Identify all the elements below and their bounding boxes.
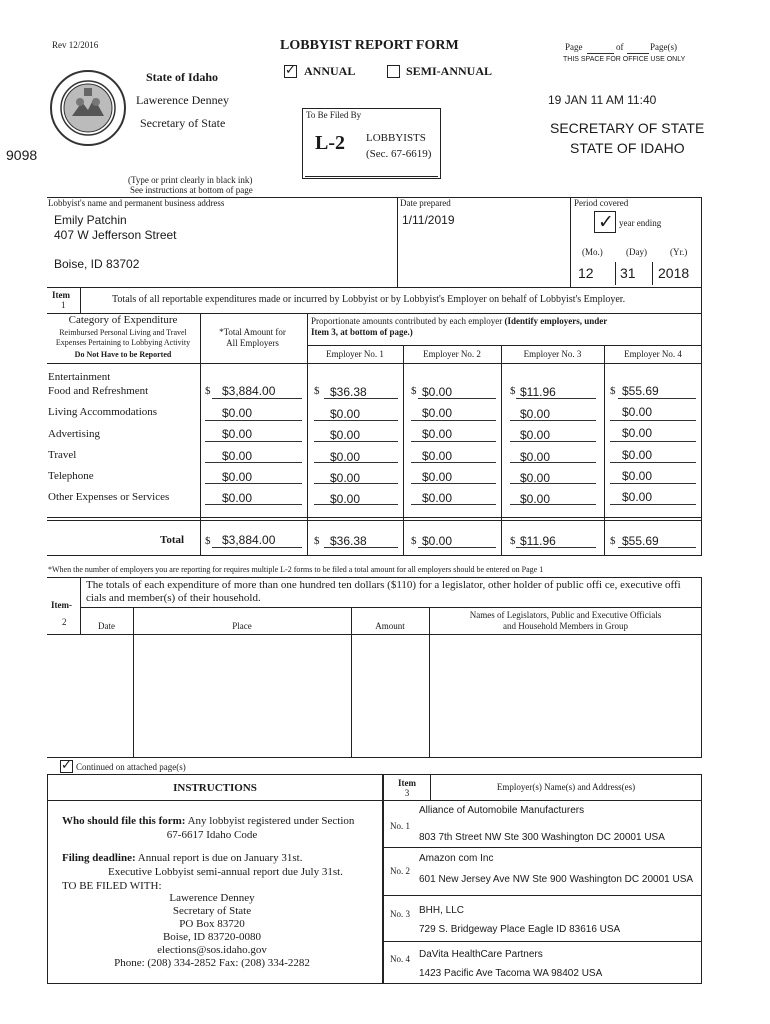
- amount-underline: [411, 483, 496, 484]
- filed-with-email: elections@sos.idaho.gov: [157, 944, 267, 956]
- amount-underline: [324, 398, 398, 399]
- emp4-living: $0.00: [622, 405, 653, 419]
- dollar-sign: $: [411, 535, 417, 547]
- year-label: (Yr.): [670, 247, 688, 257]
- emp1-advertising: $0.00: [330, 428, 361, 442]
- amount-underline: [510, 483, 596, 484]
- year-ending-label: year ending: [619, 218, 662, 228]
- revision-label: Rev 12/2016: [52, 40, 99, 50]
- prop-header-1: Proportionate amounts contributed by each employer (Identify employers, under: [311, 316, 608, 326]
- amount-underline: [314, 462, 398, 463]
- amount-underline: [516, 398, 596, 399]
- period-month: 12: [578, 265, 594, 281]
- emp2-telephone: $0.00: [422, 470, 453, 484]
- item2-top-line: [47, 577, 702, 578]
- item1-top-line: [47, 287, 702, 288]
- dollar-sign: $: [610, 535, 616, 547]
- amount-underline: [610, 483, 696, 484]
- filed-with-pobox: PO Box 83720: [179, 918, 245, 930]
- amount-underline: [610, 441, 696, 442]
- item2-amount-col: Amount: [375, 621, 405, 631]
- emp-divider-2: [501, 345, 502, 363]
- amount-underline: [610, 462, 696, 463]
- amount-underline: [516, 547, 596, 548]
- dollar-sign: $: [510, 385, 516, 397]
- emp4-telephone: $0.00: [622, 469, 653, 483]
- item1-bottom-line: [47, 555, 702, 556]
- employer-col-4: Employer No. 4: [624, 349, 682, 359]
- emp4-travel: $0.00: [622, 448, 653, 462]
- info-divider-1: [397, 197, 398, 287]
- total-advertising: $0.00: [222, 427, 253, 441]
- form-title: LOBBYIST REPORT FORM: [280, 38, 459, 53]
- amount-underline: [205, 420, 302, 421]
- state-name: State of Idaho: [146, 70, 219, 84]
- page-label: Page: [565, 42, 583, 52]
- amount-underline: [212, 547, 302, 548]
- item1-number: 1: [61, 300, 66, 310]
- period-day: 31: [620, 265, 636, 281]
- table-right-line: [701, 287, 702, 555]
- row-label-travel: Travel: [48, 449, 77, 461]
- employer-col-1: Employer No. 1: [326, 349, 384, 359]
- amount-underline: [510, 420, 596, 421]
- emp4-entertainment: $55.69: [622, 384, 659, 398]
- emp3-living: $0.00: [520, 407, 551, 421]
- received-stamp-state: STATE OF IDAHO: [570, 140, 685, 156]
- dollar-sign: $: [205, 385, 211, 397]
- who-should-file: Who should file this form: Any lobbyist registered under Section: [62, 815, 355, 827]
- filed-with-name: Lawerence Denney: [169, 892, 255, 904]
- item3-label: Item: [398, 778, 416, 788]
- total-living: $0.00: [222, 406, 253, 420]
- filed-with-phone: Phone: (208) 334-2852 Fax: (208) 334-2282: [114, 957, 310, 969]
- item2-right-line: [701, 577, 702, 757]
- instructions-note: See instructions at bottom of page: [130, 185, 253, 195]
- item3-header-line: [383, 800, 702, 801]
- lobbyist-name: Emily Patchin: [54, 213, 127, 227]
- employer-3-address: 729 S. Bridgeway Place Eagle ID 83616 USA: [419, 924, 621, 935]
- multi-form-footnote: *When the number of employers you are reporting for requires multiple L-2 forms to be filed a total amount for all employers should be entered on Page 1: [48, 565, 544, 574]
- received-stamp-office: SECRETARY OF STATE: [550, 120, 705, 136]
- day-label: (Day): [626, 247, 647, 257]
- total-other: $0.00: [222, 491, 253, 505]
- employer-col-3: Employer No. 3: [523, 349, 582, 359]
- table-col-line: [200, 363, 201, 555]
- amount-underline: [610, 504, 696, 505]
- emp2-travel: $0.00: [422, 449, 453, 463]
- item1-heading: Totals of all reportable expenditures made or incurred by Lobbyist or by Lobbyist's Employer on behalf of Lobbyist's Employer.: [112, 294, 626, 305]
- page-number-line: [587, 53, 614, 54]
- filed-by-box-inner-line: [305, 176, 438, 177]
- continued-checkbox[interactable]: ✓: [61, 758, 72, 773]
- row-label-entertainment: Entertainment: [48, 371, 111, 383]
- item2-date-col: Date: [98, 621, 115, 631]
- amount-underline: [510, 462, 596, 463]
- employer-col-2: Employer No. 2: [423, 349, 481, 359]
- semi-annual-checkbox[interactable]: [387, 65, 400, 78]
- employer-1-address: 803 7th Street NW Ste 300 Washington DC 20001 USA: [419, 832, 665, 843]
- date-prepared-label: Date prepared: [400, 198, 451, 208]
- filed-by-label: To Be Filed By: [306, 110, 362, 120]
- emp3-total: $11.96: [520, 534, 556, 548]
- item3-number: 3: [404, 788, 410, 798]
- filing-deadline: Filing deadline: Annual report is due on January 31st.: [62, 852, 303, 864]
- item2-place-col: Place: [232, 621, 252, 631]
- prop-header-2: Item 3, at bottom of page.): [311, 327, 413, 337]
- employer-1-name: Alliance of Automobile Manufacturers: [419, 805, 585, 816]
- emp1-telephone: $0.00: [330, 471, 361, 485]
- emp4-advertising: $0.00: [622, 426, 653, 440]
- item2-bottom-line: [47, 757, 702, 758]
- total-label: Total: [160, 534, 185, 546]
- row-label-telephone: Telephone: [48, 470, 94, 482]
- dollar-sign: $: [510, 535, 516, 547]
- total-header-2: All Employers: [226, 338, 279, 348]
- item2-heading-2: cials and member(s) of their household.: [86, 592, 261, 604]
- semi-annual-label: SEMI-ANNUAL: [406, 64, 493, 78]
- emp4-total: $55.69: [622, 534, 659, 548]
- dollar-sign: $: [205, 535, 211, 547]
- filing-deadline-semi: Executive Lobbyist semi-annual report due July 31st.: [108, 866, 343, 878]
- emp1-living: $0.00: [330, 407, 361, 421]
- info-divider-2: [570, 197, 571, 287]
- instructions-title: INSTRUCTIONS: [173, 782, 257, 794]
- category-note-2: Expenses Pertaining to Lobbying Activity: [55, 338, 191, 347]
- item2-columns-line: [47, 634, 702, 635]
- grand-total: $3,884.00: [222, 533, 276, 547]
- emp3-travel: $0.00: [520, 450, 551, 464]
- emp1-entertainment: $36.38: [330, 385, 367, 399]
- amount-underline: [510, 504, 596, 505]
- info-right-line: [701, 197, 702, 287]
- emp2-advertising: $0.00: [422, 427, 453, 441]
- item2-heading-1: The totals of each expenditure of more than one hundred ten dollars ($110) for a legislator, other holder of public offi ce, executive offi: [86, 579, 681, 591]
- amount-underline: [314, 441, 398, 442]
- emp4-other: $0.00: [622, 490, 653, 504]
- form-code: L-2: [315, 132, 345, 154]
- type-note: (Type or print clearly in black ink): [128, 175, 253, 185]
- employer-divider: [383, 941, 702, 942]
- page-count-line: [627, 53, 649, 54]
- amount-underline: [418, 398, 496, 399]
- category-note-3: Do Not Have to be Reported: [74, 350, 172, 359]
- row-label-advertising: Advertising: [48, 428, 100, 440]
- total-header-1: *Total Amount for: [219, 327, 286, 337]
- amount-underline: [418, 547, 496, 548]
- form-name: LOBBYISTS: [366, 132, 426, 144]
- lobbyist-city: Boise, ID 83702: [54, 257, 140, 271]
- of-label: of: [616, 42, 624, 52]
- official-name: Lawerence Denney: [136, 93, 229, 107]
- total-travel: $0.00: [222, 449, 253, 463]
- continued-label: Continued on attached page(s): [76, 762, 186, 772]
- official-title: Secretary of State: [140, 116, 226, 130]
- pages-label: Page(s): [650, 42, 677, 52]
- side-number: 9098: [6, 147, 38, 163]
- table-col-line: [403, 363, 404, 555]
- table-col-line: [604, 363, 605, 555]
- emp1-total: $36.38: [330, 534, 367, 548]
- amount-underline: [314, 483, 398, 484]
- employer-divider: [383, 847, 702, 848]
- employer-2-name: Amazon com Inc: [419, 853, 494, 864]
- period-year: 2018: [658, 265, 690, 281]
- amount-underline: [618, 398, 696, 399]
- emp2-total: $0.00: [422, 534, 453, 548]
- amount-underline: [411, 462, 496, 463]
- table-col-line: [501, 363, 502, 555]
- category-note-1: Reimbursed Personal Living and Travel: [59, 328, 187, 337]
- item2-header-line: [80, 607, 702, 608]
- emp3-entertainment: $11.96: [520, 385, 556, 399]
- filed-with-label: TO BE FILED WITH:: [62, 880, 162, 892]
- amount-underline: [411, 504, 496, 505]
- item2-label-divider: [80, 577, 81, 634]
- amount-underline: [411, 420, 496, 421]
- period-divider-1: [615, 262, 616, 285]
- table-col-line: [307, 363, 308, 555]
- item3-heading: Employer(s) Name(s) and Address(es): [496, 782, 636, 792]
- emp2-other: $0.00: [422, 491, 453, 505]
- item2-names-col-2: and Household Members in Group: [503, 621, 628, 631]
- dollar-sign: $: [610, 385, 616, 397]
- amount-underline: [205, 441, 302, 442]
- amount-underline: [411, 441, 496, 442]
- total-telephone: $0.00: [222, 470, 253, 484]
- emp2-living: $0.00: [422, 406, 453, 420]
- item2-label: Item-: [51, 600, 72, 610]
- emp3-advertising: $0.00: [520, 428, 551, 442]
- annual-checkbox[interactable]: ✓: [285, 63, 296, 78]
- employer-header-line: [307, 345, 702, 346]
- dollar-sign: $: [314, 385, 320, 397]
- employer-divider: [383, 895, 702, 896]
- emp1-travel: $0.00: [330, 450, 361, 464]
- instructions-header-line: [47, 800, 383, 801]
- item2-col-line: [351, 607, 352, 757]
- employer-3-name: BHH, LLC: [419, 905, 465, 916]
- amount-underline: [610, 420, 696, 421]
- state-seal-icon: [48, 68, 128, 148]
- item2-col-line: [429, 607, 430, 757]
- emp-divider-1: [403, 345, 404, 363]
- employer-no-3: No. 3: [390, 909, 410, 919]
- lobbyist-street: 407 W Jefferson Street: [54, 228, 177, 242]
- lobbyist-address-label: Lobbyist's name and permanent business address: [48, 198, 225, 208]
- item2-names-col-1: Names of Legislators, Public and Executive Officials: [469, 610, 662, 620]
- employer-4-address: 1423 Pacific Ave Tacoma WA 98402 USA: [419, 968, 603, 979]
- employer-no-4: No. 4: [390, 954, 410, 964]
- row-label-food: Food and Refreshment: [48, 385, 149, 397]
- who-should-file-code: 67-6617 Idaho Code: [166, 829, 258, 841]
- dollar-sign: $: [314, 535, 320, 547]
- filed-with-title: Secretary of State: [172, 905, 252, 917]
- item2-col-line: [133, 607, 134, 757]
- received-stamp-date: 19 JAN 11 AM 11:40: [548, 93, 657, 107]
- emp2-entertainment: $0.00: [422, 385, 453, 399]
- employer-no-2: No. 2: [390, 866, 410, 876]
- emp3-other: $0.00: [520, 492, 551, 506]
- item1-label-divider: [80, 287, 81, 313]
- emp1-other: $0.00: [330, 492, 361, 506]
- employer-2-address: 601 New Jersey Ave NW Ste 900 Washington DC 20001 USA: [419, 874, 694, 885]
- amount-underline: [205, 483, 302, 484]
- amount-underline: [205, 504, 302, 505]
- row-label-other: Other Expenses or Services: [48, 491, 170, 503]
- employer-no-1: No. 1: [390, 821, 410, 831]
- amount-underline: [618, 547, 696, 548]
- filed-with-city: Boise, ID 83720-0080: [162, 931, 262, 943]
- amount-underline: [212, 398, 302, 399]
- office-use-label: THIS SPACE FOR OFFICE USE ONLY: [563, 56, 686, 63]
- amount-underline: [510, 441, 596, 442]
- amount-underline: [314, 420, 398, 421]
- amount-underline: [205, 462, 302, 463]
- amount-underline: [324, 547, 398, 548]
- row-label-living: Living Accommodations: [48, 406, 158, 418]
- year-ending-checkbox[interactable]: ✓: [594, 211, 616, 233]
- period-covered-label: Period covered: [574, 198, 629, 208]
- month-label: (Mo.): [582, 247, 603, 257]
- dollar-sign: $: [411, 385, 417, 397]
- period-divider-2: [652, 262, 653, 285]
- total-entertainment: $3,884.00: [222, 384, 276, 398]
- category-header: Category of Expenditure: [68, 314, 178, 326]
- date-prepared-value: 1/11/2019: [402, 213, 455, 227]
- form-section: (Sec. 67-6619): [366, 148, 432, 160]
- employer-4-name: DaVita HealthCare Partners: [419, 949, 543, 960]
- emp-divider-3: [604, 345, 605, 363]
- item2-number: 2: [62, 617, 67, 627]
- emp3-telephone: $0.00: [520, 471, 551, 485]
- item1-label: Item: [52, 290, 70, 300]
- amount-underline: [314, 504, 398, 505]
- annual-label: ANNUAL: [304, 64, 356, 78]
